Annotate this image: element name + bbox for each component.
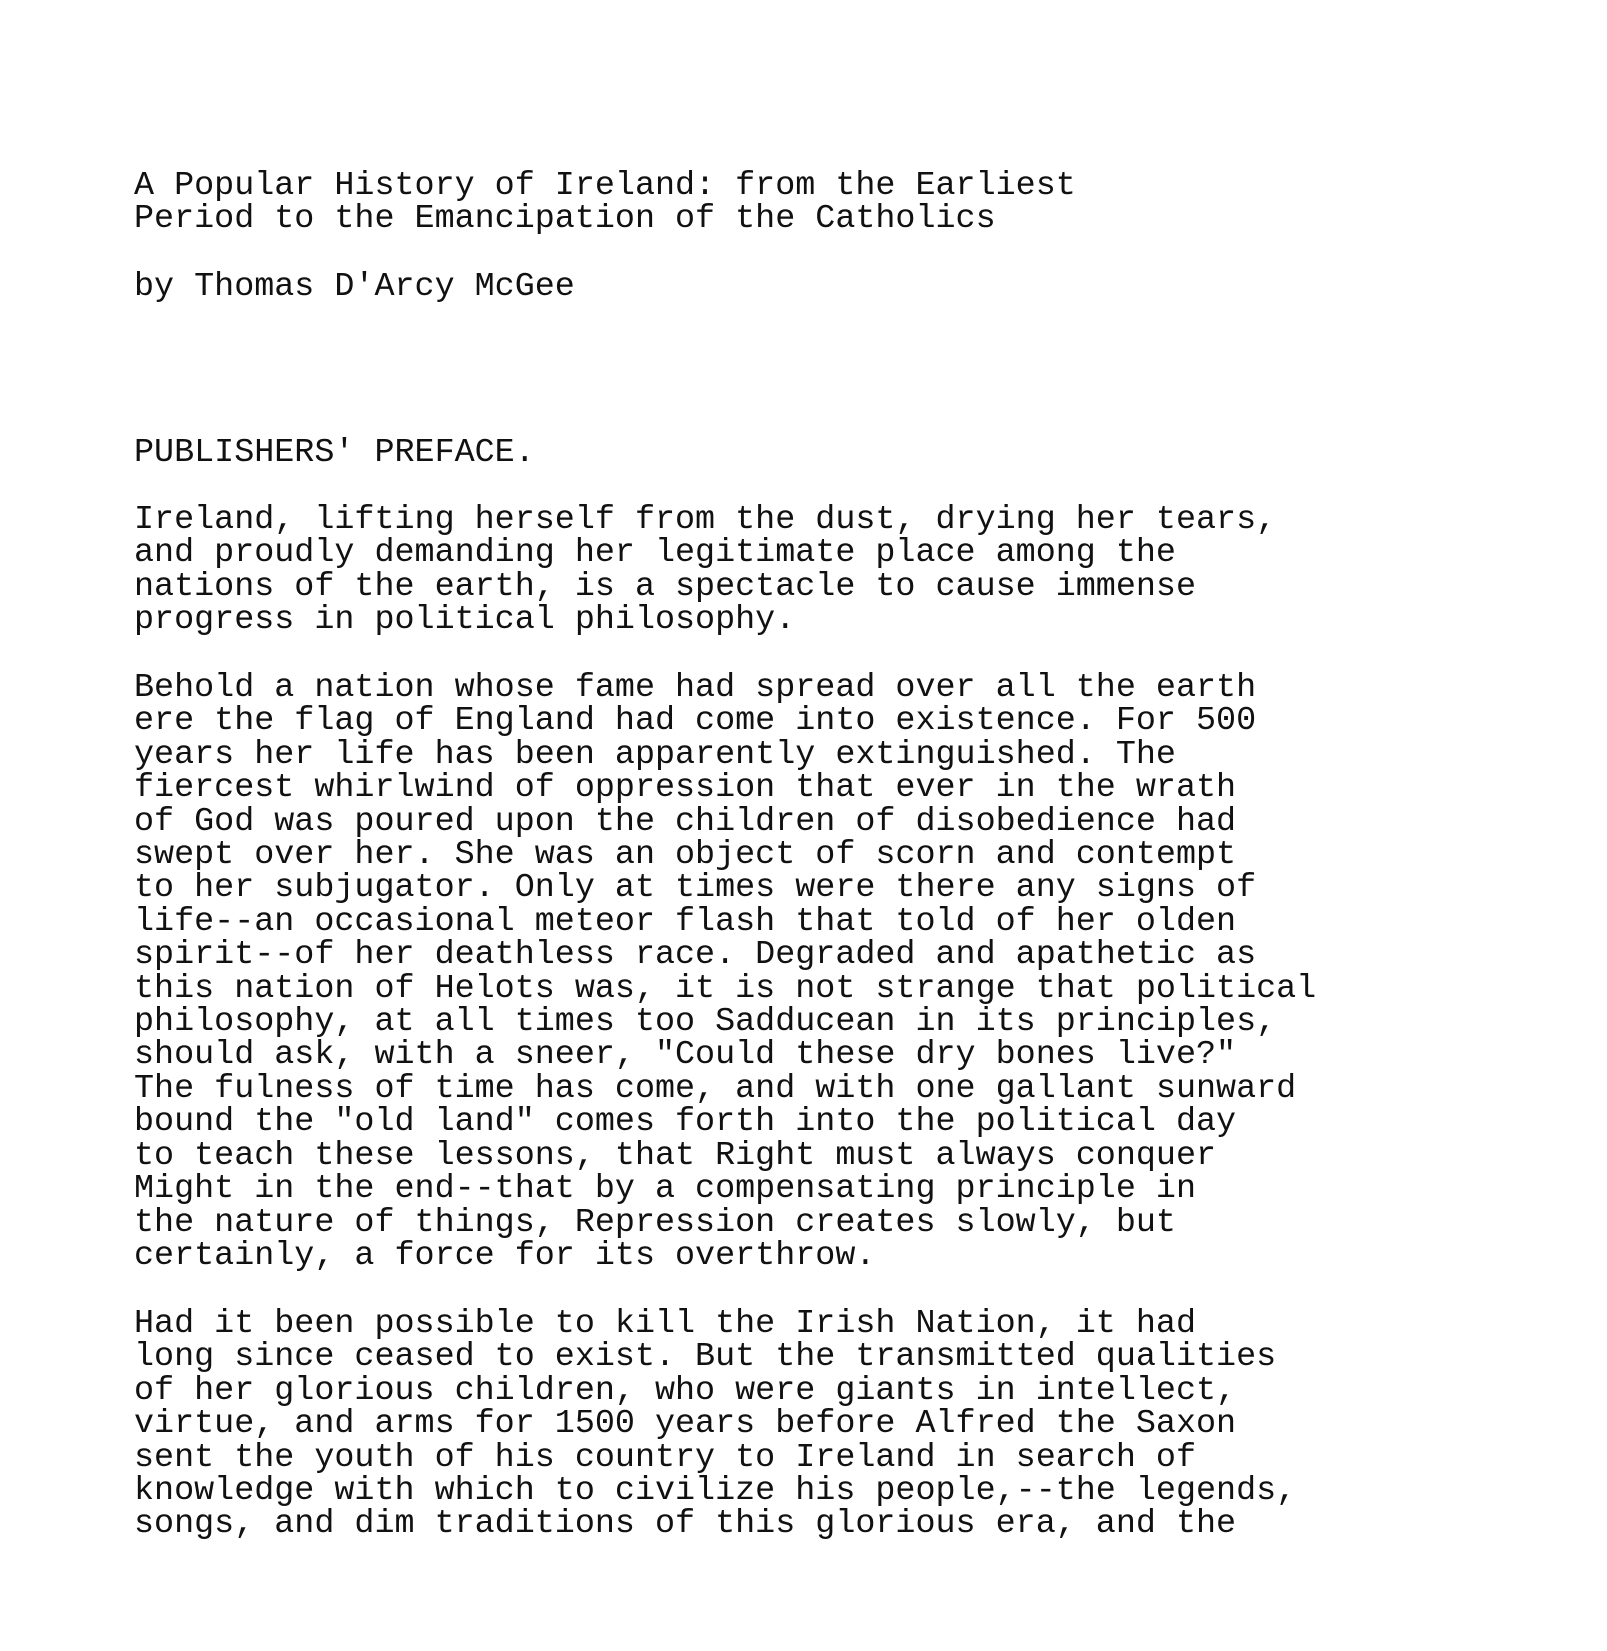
section-heading: PUBLISHERS' PREFACE. — [134, 434, 535, 472]
book-title: A Popular History of Ireland: from the Earliest Period to the Emancipation of the Catholics — [134, 167, 1076, 239]
preface-paragraph-3: Had it been possible to kill the Irish Nation, it had long since ceased to exist. But the transmitted qualities of her glorious children, who were giants in intellect, virtue, and arms for 1500 years before Alfred the Saxon sent the youth of his country to Ireland in search of knowledge with which to civilize his people,--the legends, songs, and dim traditions of this glorious era, and the — [134, 1305, 1297, 1544]
preface-paragraph-2: Behold a nation whose fame had spread over all the earth ere the flag of England had come into existence. For 500 years her life has been apparently extinguished. The fiercest whirlwind of oppression that ever in the wrath of God was poured upon the children of disobedience had swept over her. She was an object of scorn and contempt to her subjugator. Only at times were there any signs of life--an occasional meteor flash that told of her olden spirit--of her deathless race. Degraded and apathetic as this nation of Helots was, it is not strange that political philosophy, at all times too Sadducean in its principles, should ask, with a sneer, "Could these dry bones live?" The fulness of time has come, and with one gallant sunward bound the "old land" comes forth into the political day to teach these lessons, that Right must always conquer Might in the end--that by a compensating principle in the nature of things, Repression creates slowly, but certainly, a force for its overthrow. — [134, 669, 1317, 1275]
preface-paragraph-1: Ireland, lifting herself from the dust, drying her tears, and proudly demanding her legitimate place among the nations of the earth, is a spectacle to cause immense progress in political philosophy. — [134, 501, 1277, 640]
book-author: by Thomas D'Arcy McGee — [134, 268, 575, 306]
